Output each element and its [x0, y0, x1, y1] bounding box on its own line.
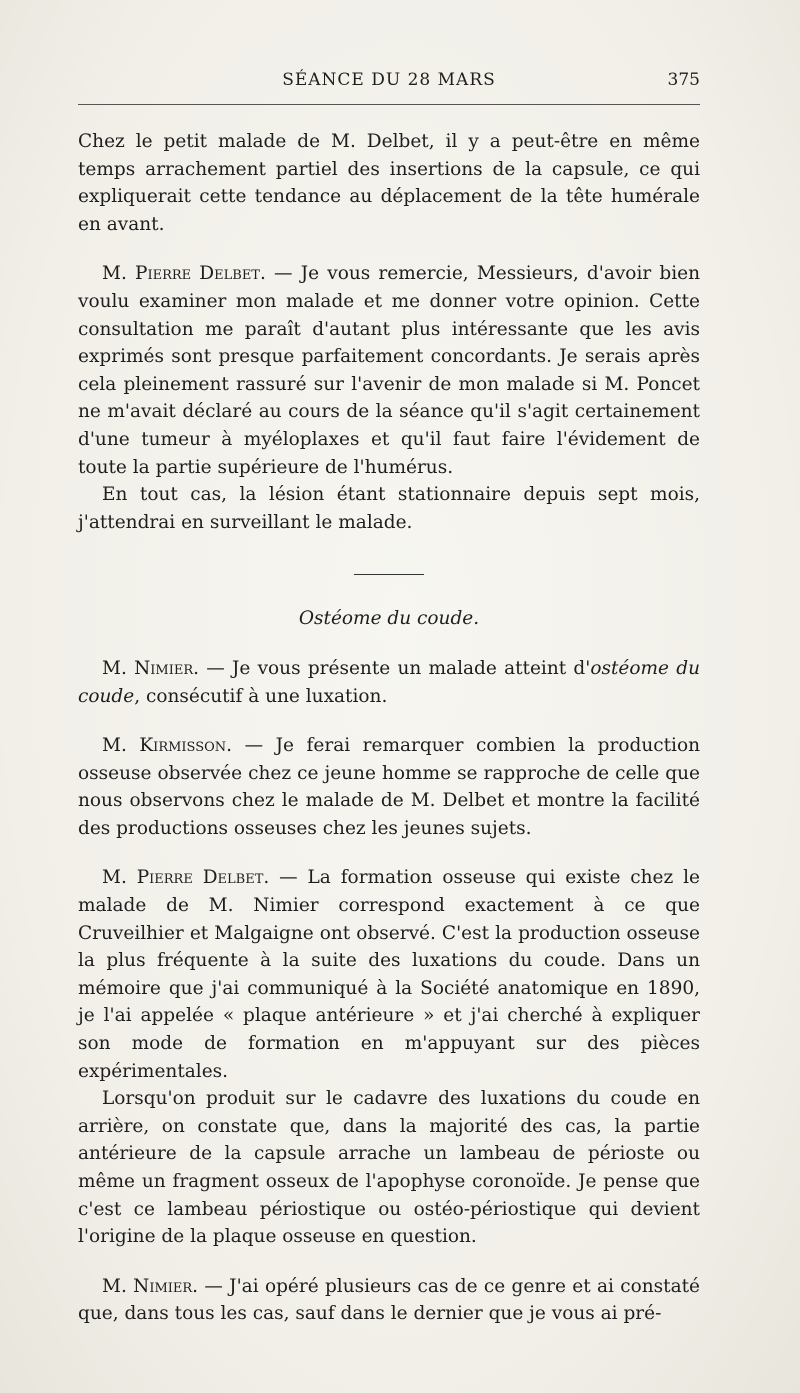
paragraph-7: Lorsqu'on produit sur le cadavre des luxations du coude en arrière, on constate que, dans la majorité des cas, la partie antérieure de la capsule arrache un lambeau de périoste ou même un fragment osseux de l'apophyse coronoïde. Je pense que c'est ce lambeau périostique ou ostéo-périostique qui devient l'origine de la plaque osseuse en question. — [78, 1088, 700, 1248]
paragraph-8-text: — J'ai opéré plusieurs cas de ce genre et ai constaté que, dans tous les cas, sauf dans le dernier que je vous ai pré- — [78, 1275, 700, 1325]
paragraph-1: Chez le petit malade de M. Delbet, il y a peut-être en même temps arrachement partiel des insertions de la capsule, ce qui expliquerait cette tendance au déplacement de la tête humérale en avant. — [78, 131, 700, 235]
paragraph-5-text: — Je ferai remarquer combien la production osseuse observée chez ce jeune homme se rapproche de celle que nous observons chez le malade de M. Delbet et montre la facilité des productions osseuses chez les jeunes sujets. — [78, 735, 701, 839]
speaker-name: M. Nimier. — [102, 657, 199, 679]
section-title: Ostéome du coude. — [298, 608, 480, 630]
paragraph-2-text: — Je vous remercie, Messieurs, d'avoir bien voulu examiner mon malade et me donner votre opinion. Cette consultation me paraît d'autant plus intéressante que les avis exprimés sont presque parfaitement concordants. Je serais après cela pleinement rassuré sur l'avenir de mon malade si M. Poncet ne m'avait déclaré au cours de la séance qu'il s'agit certainement d'une tumeur à myéloplaxes et qu'il faut faire l'évidement de toute la partie supérieure de l'humérus. — [78, 263, 700, 478]
paragraph-4 — [78, 655, 700, 710]
header-rule — [78, 104, 700, 105]
paragraph-4-text-after: , consécutif à une luxation. — [134, 685, 388, 707]
paragraph-4-text-before: — Je vous présente un malade atteint d' — [199, 657, 591, 679]
paragraph-4-italic: ostéome du coude — [78, 657, 701, 707]
speaker-name: M. Pierre Delbet. — [102, 867, 270, 889]
paragraph-5 — [78, 732, 700, 842]
speaker-name: M. Pierre Delbet. — [102, 263, 266, 285]
paragraph-6-text: — La formation osseuse qui existe chez le malade de M. Nimier correspond exactement à ce que Cruveilhier et Malgaigne ont observé. C'est la production osseuse la plus fréquente à la suite des luxations du coude. Dans un mémoire que j'ai communiqué à la Société anatomique en 1890, je l'ai appelée « plaque antérieure » et j'ai cherché à expliquer son mode de formation en m'appuyant sur des pièces expérimentales. — [78, 867, 700, 1082]
header-title: SÉANCE DU 28 MARS — [282, 70, 496, 90]
speaker-name: M. Kirmisson. — [102, 735, 233, 757]
paragraph-6 — [78, 864, 700, 1085]
running-header — [78, 70, 700, 94]
paragraph-2 — [78, 260, 700, 481]
paragraph-3: En tout cas, la lésion étant stationnaire depuis sept mois, j'attendrai en surveillant le malade. — [78, 484, 700, 533]
section-divider — [354, 574, 424, 575]
paragraph-8 — [78, 1273, 700, 1328]
body-text — [78, 128, 700, 1328]
page-number: 375 — [667, 70, 700, 90]
speaker-name: M. Nimier. — [102, 1275, 199, 1297]
